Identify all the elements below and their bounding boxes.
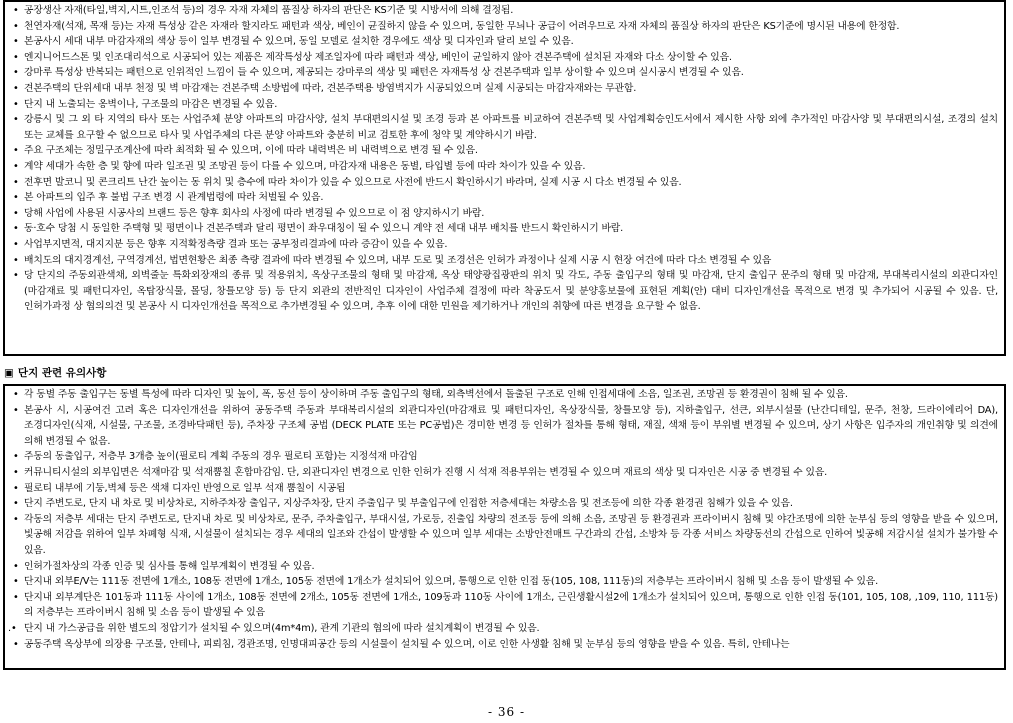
- list-item: [11, 481, 998, 497]
- list-item-text: 강릉시 및 그 외 타 지역의 타사 또는 사업주체 분양 아파트의 마감사양, 설치 부대편의시설 및 조경 등과 본 아파트를 비교하여 견본주택 및 사업계획승인도서에서 제시한 사항 외에 추가적인 마감사양 및 부대편의시설, 조경의 설치 또는 교체를 요구할 수 없으므로 타사 및 사업주체의 다른 분양 아파트와 충분히 비교 검토한 후에 청약 및 계약하시기 바람.: [24, 114, 998, 141]
- bullet-icon: •: [13, 160, 19, 172]
- list-item-text: 당 단지의 주동외관색채, 외벽줄눈 특화외장재의 종류 및 적용위치, 옥상구조물의 형태 및 마감재, 옥상 태양광집광판의 위치 및 각도, 주동 출입구의 형태 및 마감재, 단지 출입구 문주의 형태 및 마감재, 부대복리시설의 외관디자인(마감재료 및 패턴디자인, 옥탑장식물, 몰딩, 창틀모양 등) 등 단지 외관의 전반적인 디자인이 사업주체 결정에 따라 착공도서 및 분양홍보물에 표현된 계획(안) 대비 디자인개선을 목적으로 변경 및 추가되어 시공될 수 있음. 단, 인허가과정 상 협의의견 및 본공사 시 디자인개선을 목적으로 추가변경될 수 있으며, 추후 이에 대한 민원을 제기하거나 개인의 취향에 따른 변경을 요구할 수 없음.: [24, 270, 998, 313]
- bullet-icon: •: [13, 513, 19, 525]
- list-item-text: 계약 세대가 속한 층 및 향에 따라 일조권 및 조망권 등이 다를 수 있으며, 마감자재 내용은 동별, 타입별 등에 따라 차이가 있을 수 있음.: [24, 160, 586, 172]
- list-item: [11, 403, 998, 450]
- list-item-text: 강마루 특성상 반복되는 패턴으로 인위적인 느낌이 들 수 있으며, 제공되는 강마루의 색상 및 패턴은 자재특성 상 견본주택과 일부 상이할 수 있으며 실시공시 변경될 수 있음.: [24, 67, 744, 79]
- bullet-icon: •: [13, 5, 19, 16]
- list-item-text: 본공사시 세대 내부 마감자재의 색상 등이 일부 변경될 수 있으며, 동일 모델로 설치한 경우에도 색상 및 디자인과 달리 보일 수 있음.: [24, 36, 574, 48]
- list-item: [11, 387, 998, 403]
- list-item-text: 단지내 외부계단은 101동과 111동 사이에 1개소, 108동 전면에 2개소, 105동 전면에 1개소, 109동과 110동 사이에 1개소, 근린생활시설2에 1개소가 설치되어 있으며, 통행으로 인한 인접 동(101, 105, 108, ,109, 110, 111동)의 저층부는 프라이버시 침해 및 소음 등이 발생될 수 있음: [24, 591, 998, 619]
- list-item: [11, 559, 998, 575]
- section-heading: [4, 366, 106, 380]
- list-item-text: 전후면 발코니 및 콘크리트 난간 높이는 동 위치 및 층수에 따라 차이가 있을 수 있으므로 사전에 반드시 확인하시기 바라며, 실제 시공 시 다소 변경될 수 있음.: [24, 176, 682, 188]
- list-item: [11, 3, 998, 19]
- notice-list-general: [11, 3, 998, 315]
- list-item: [11, 143, 998, 159]
- list-item: [11, 221, 998, 237]
- list-item: [11, 159, 998, 175]
- bullet-icon: •: [13, 482, 19, 494]
- list-item: [11, 175, 998, 191]
- page-number: - 36 -: [487, 705, 525, 719]
- list-item: [11, 50, 998, 66]
- list-item: [11, 81, 998, 97]
- list-item-text: 단지 주변도로, 단지 내 차로 및 비상차로, 지하주차장 출입구, 지상주차장, 단지 주출입구 및 부출입구에 인접한 저층세대는 차량소음 및 전조등에 의한 각종 환경권 침해가 있을 수 있음.: [24, 498, 793, 510]
- bullet-icon: •: [13, 67, 19, 79]
- bullet-icon: •: [13, 638, 19, 650]
- list-item: [11, 112, 998, 143]
- bullet-icon: •: [13, 36, 19, 48]
- notice-box-general: [3, 0, 1006, 356]
- list-item-text: 천연자재(석재, 목재 등)는 자재 특성상 같은 자재라 할지라도 패턴과 색상, 베인이 균질하지 않을 수 있으며, 동일한 무늬나 공급이 어려우므로 자재 자체의 품질상 하자의 판단은 KS기준에 명시된 내용에 한정함.: [24, 20, 900, 32]
- section-square-icon: ▣: [4, 367, 14, 379]
- list-item-text: 커뮤니티시설의 외부입면은 석재마감 및 석재뿜칠 혼합마감임. 단, 외관디자인 변경으로 인한 인허가 진행 시 석재 적용부위는 변경될 수 있으며 재료의 색상 및 디자인은 시공 중 변경될 수 있음.: [24, 466, 828, 478]
- list-item-text: 본공사 시, 시공여건 고려 혹은 디자인개선을 위하여 공동주택 주동과 부대복리시설의 외관디자인(마감재료 및 패턴디자인, 옥상장식물, 창틀모양 등), 지하출입구, 선큰, 외부시설물 (난간디테일, 문주, 천창, 드라이에리어 DA), 조경디자인(식재, 시설물, 구조물, 조경바닥패턴 등), 주차장 구조체 공법 (DECK PLATE 또는 PC공법)은 경미한 변경 등 인허가 절차를 통해 형태, 재질, 색채 등이 부위별 변경될 수 있으며, 상기 사항은 입주자의 개인취향 및 의견에 의해 변경될 수 없음.: [24, 404, 998, 447]
- list-item: [8, 621, 998, 637]
- list-item-text: 공장생산 자재(타일,벽지,시트,인조석 등)의 경우 자재 자체의 품질상 하자의 판단은 KS기준 및 시방서에 의해 결정됨.: [24, 5, 514, 16]
- bullet-icon: •: [13, 576, 19, 588]
- list-item: [11, 637, 998, 653]
- list-item: [11, 34, 998, 50]
- list-item: [11, 268, 998, 315]
- list-item-text: 각 동별 주동 출입구는 동별 특성에 따라 디자인 및 높이, 폭, 동선 등이 상이하며 주동 출입구의 형태, 외측벽선에서 돌출된 구조로 인해 인접세대에 소음, 일조권, 조망권 등 환경권이 침해 될 수 있음.: [24, 389, 848, 400]
- list-item: [11, 465, 998, 481]
- list-item: [11, 206, 998, 222]
- list-item: [11, 190, 998, 206]
- list-item-text: 인허가절차상의 각종 인증 및 심사를 통해 일부계획이 변경될 수 있음.: [24, 560, 315, 572]
- bullet-icon: •: [13, 20, 19, 32]
- bullet-icon: •: [13, 82, 19, 94]
- bullet-icon: •: [13, 145, 19, 157]
- list-item-text: 주요 구조체는 정밀구조계산에 따라 최적화 될 수 있으며, 이에 따라 내력벽은 비 내력벽으로 변경 될 수 있음.: [24, 145, 478, 157]
- bullet-icon: .•: [8, 622, 17, 634]
- bullet-icon: •: [13, 207, 19, 219]
- list-item-text: 배치도의 대지경계선, 구역경계선, 법면현황은 최종 측량 결과에 따라 변경될 수 있으며, 내부 도로 및 조경선은 인허가 과정이나 실제 시공 시 현장 여건에 따라 다소 변경될 수 있음: [24, 254, 772, 266]
- list-item: [11, 496, 998, 512]
- list-item-text: 필로티 내부에 기둥,벽체 등은 색채 디자인 반영으로 일부 석재 뿜칠이 시공됨: [24, 482, 346, 494]
- list-item: [11, 19, 998, 35]
- bullet-icon: •: [13, 114, 19, 126]
- list-item: [11, 574, 998, 590]
- list-item-text: 엔지니어드스톤 및 인조대리석으로 시공되어 있는 제품은 제작특성상 제조일자에 따라 패턴과 색상, 베인이 균일하지 않아 견본주택에 설치된 자재와 다소 상이할 수 있음.: [24, 51, 732, 63]
- bullet-icon: •: [13, 270, 19, 282]
- bullet-icon: •: [13, 498, 19, 510]
- bullet-icon: •: [13, 254, 19, 266]
- list-item-text: 사업부지면적, 대지지분 등은 향후 지적확정측량 결과 또는 공부정리결과에 따라 증감이 있을 수 있음.: [24, 238, 448, 250]
- bullet-icon: •: [13, 223, 19, 235]
- section-title-text: 단지 관련 유의사항: [17, 367, 107, 379]
- bullet-icon: •: [13, 238, 19, 250]
- list-item: [11, 590, 998, 621]
- list-item-text: 각동의 저층부 세대는 단지 주변도로, 단지내 차로 및 비상차로, 문주, 주차출입구, 부대시설, 가로등, 진출입 차량의 전조등 등에 의해 소음, 조망권 등 환경권과 프라이버시 침해 및 야간조명에 의한 눈부심 등의 영향을 받을 수 있으며, 빛공해 저감을 위하여 일부 차폐형 식재, 시설물이 설치되는 경우 세대의 일조와 간섭이 발생할 수 있으며 일부 세대는 소방안전매트 구간과의 간섭, 소방차 등 각종 서비스 차량동선의 간섭으로 인하여 빛공해 저감시설 설치가 불가할 수 있음.: [24, 513, 998, 556]
- list-item-text: 본 아파트의 입주 후 불법 구조 변경 시 관계법령에 따라 처벌될 수 있음.: [24, 192, 324, 204]
- bullet-icon: •: [13, 51, 19, 63]
- list-item: [11, 253, 998, 269]
- list-item: [11, 237, 998, 253]
- list-item-text: 공동주택 옥상부에 의장용 구조물, 안테나, 피뢰침, 경관조명, 인명대피공간 등의 시설물이 설치될 수 있으며, 이로 인한 사생활 침해 및 눈부심 등의 영향을 받을 수 있음. 특히, 안테나는: [24, 638, 790, 650]
- bullet-icon: •: [13, 451, 19, 463]
- notice-list-complex: [8, 387, 998, 652]
- list-item-text: 단지 내 가스공급을 위한 별도의 정압기가 설치될 수 있으며(4m*4m), 관계 기관의 협의에 따라 설치계획이 변경될 수 있음.: [24, 622, 540, 634]
- list-item-text: 단지 내 노출되는 옹벽이나, 구조물의 마감은 변경될 수 있음.: [24, 98, 278, 110]
- bullet-icon: •: [13, 560, 19, 572]
- list-item: [11, 65, 998, 81]
- notice-box-complex: [3, 384, 1006, 670]
- bullet-icon: •: [13, 591, 19, 603]
- bullet-icon: •: [13, 176, 19, 188]
- bullet-icon: •: [13, 98, 19, 110]
- list-item: [11, 449, 998, 465]
- list-item-text: 견본주택의 단위세대 내부 천정 및 벽 마감재는 견본주택 소방법에 따라, 견본주택용 방염벽지가 시공되었으며 실제 시공되는 마감자재와는 무관함.: [24, 82, 637, 94]
- list-item-text: 주동의 동출입구, 저층부 3개층 높이(필로티 계획 주동의 경우 필로티 포함)는 지정석재 마감임: [24, 451, 418, 463]
- bullet-icon: •: [13, 389, 19, 400]
- list-item-text: 동·호수 당첨 시 동일한 주택형 및 평면이나 견본주택과 달리 평면이 좌우대칭이 될 수 있으니 계약 전 세대 내부 배치를 반드시 확인하시기 바람.: [24, 223, 624, 235]
- list-item-text: 단지내 외부E/V는 111동 전면에 1개소, 108동 전면에 1개소, 105동 전면에 1개소가 설치되어 있으며, 통행으로 인한 인접 동(105, 108, 111동)의 저층부는 프라이버시 침해 및 소음 등이 발생될 수 있음.: [24, 576, 879, 588]
- list-item-text: 당해 사업에 사용된 시공사의 브랜드 등은 향후 회사의 사정에 따라 변경될 수 있으므로 이 점 양지하시기 바람.: [24, 207, 485, 219]
- bullet-icon: •: [13, 192, 19, 204]
- bullet-icon: •: [13, 404, 19, 416]
- bullet-icon: •: [13, 466, 19, 478]
- list-item: [11, 512, 998, 559]
- list-item: [11, 97, 998, 113]
